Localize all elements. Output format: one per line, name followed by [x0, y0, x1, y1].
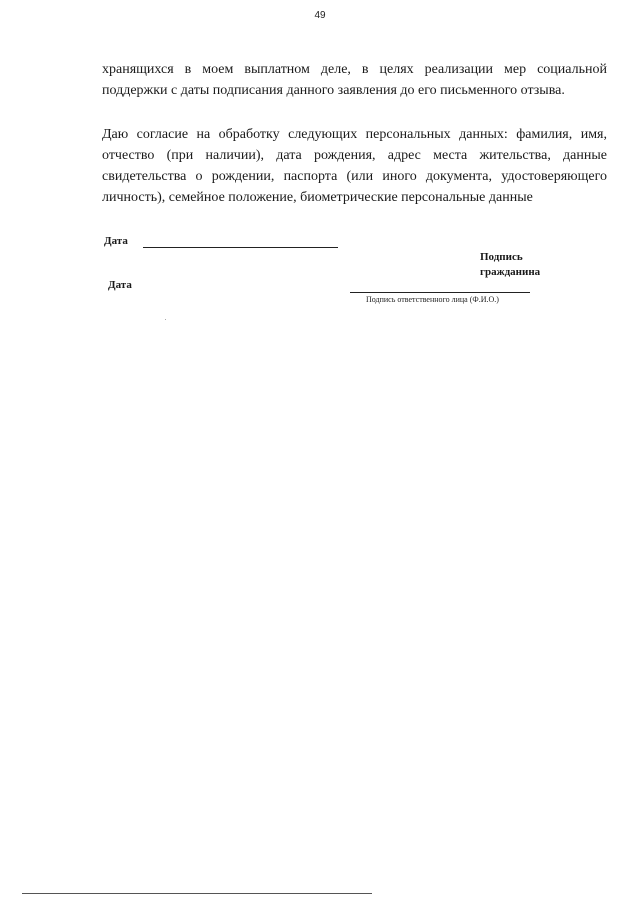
- citizen-signature-label-line1: Подпись: [480, 251, 523, 263]
- responsible-signature-caption: Подпись ответственного лица (Ф.И.О.): [366, 295, 499, 304]
- responsible-signature-line: [350, 292, 530, 293]
- citizen-signature-label-line2: гражданина: [480, 266, 541, 278]
- paragraph-consent: Даю согласие на обработку следующих персональных данных: фамилия, имя, отчество (при наличии), дата рождения, адрес места жительства, данные свидетельства о рождении, паспорта (или иного документа, удостоверяющего личность), семейное положение, биометрические персональные данные: [102, 127, 607, 205]
- page-number: 49: [314, 10, 326, 21]
- date-line-citizen: [143, 247, 338, 248]
- date-label-responsible: Дата: [108, 279, 132, 291]
- footer-rule: [22, 893, 372, 894]
- date-label-citizen: Дата: [104, 235, 128, 247]
- paragraph-data-storage: хранящихся в моем выплатном деле, в целях реализации мер социальной поддержки с даты подписания данного заявления до его письменного отзыва.: [102, 62, 607, 98]
- scan-speck: [165, 319, 166, 320]
